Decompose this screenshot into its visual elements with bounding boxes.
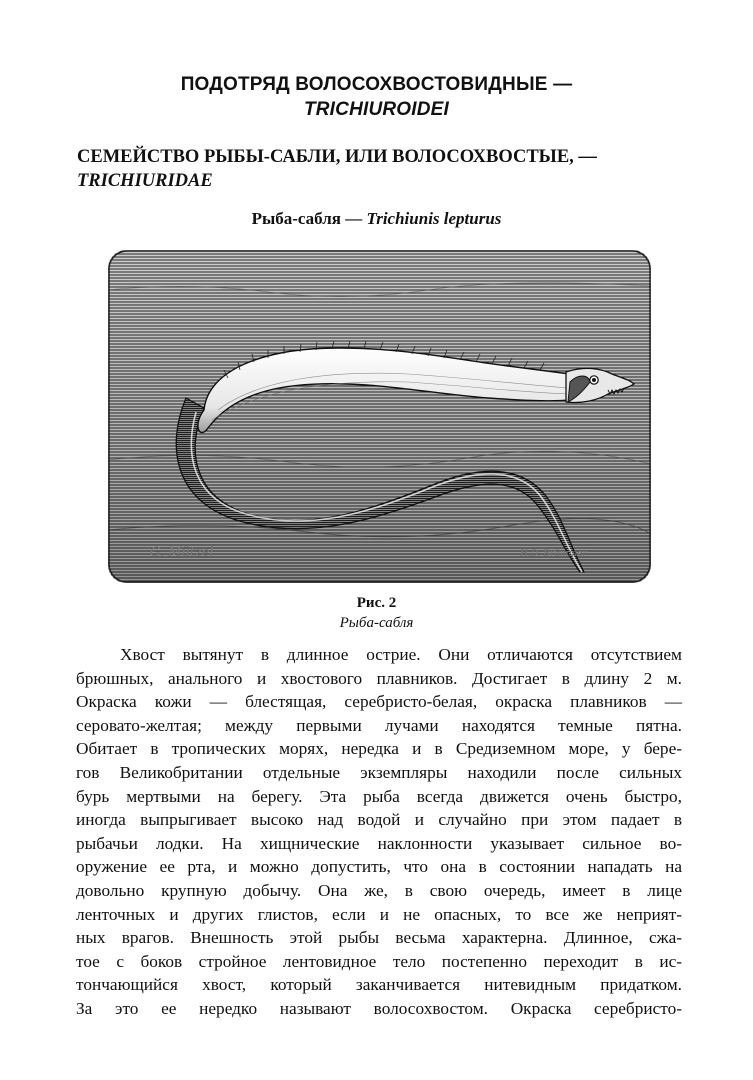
body-line: ных врагов. Внешность этой рыбы весьма характерна. Длинное, сжа- [76, 928, 682, 948]
suborder-title-latin: TRICHIUROIDEI [303, 99, 450, 120]
species-name-ru: Рыба-сабля — [251, 209, 363, 228]
body-line: рыбачьи лодки. На хищнические наклонности указывает сильное во- [76, 833, 682, 853]
body-paragraph [76, 643, 682, 1021]
species-name-latin: Trichiunis lepturus [366, 209, 502, 228]
body-line: бурь мертвыми на берегу. Эта рыба всегда движется очень быстро, [76, 786, 682, 806]
body-line: оружение ее рта, и можно допустить, что она в состоянии нападать на [76, 857, 682, 877]
body-line: серовато-желтая; между первыми лучами находятся темные пятна. [76, 715, 682, 735]
family-title-latin: TRICHIURIDAE [77, 171, 213, 191]
body-line: довольно крупную добычу. Она же, в свою очередь, имеет в лице [76, 880, 682, 900]
family-title-ru: СЕМЕЙСТВО РЫБЫ-САБЛИ, ИЛИ ВОЛОСОХВОСТЫЕ, — [77, 147, 597, 167]
body-line: гов Великобритании отдельные экземпляры находили после сильных [76, 762, 682, 782]
body-line: ленточных и других глистов, если и не опасных, то все же неприят- [76, 904, 682, 924]
figure-number: Рис. 2 [356, 595, 397, 611]
species-heading [0, 207, 753, 231]
body-line: Обитает в тропических морях, нередка и в Средиземном море, у бере- [76, 739, 682, 759]
artist-signature: G. Mützel [150, 545, 214, 560]
body-line: тое с боков стройное лентовидное тело постепенно переходит в ис- [76, 951, 682, 971]
body-line: Окраска кожи — блестящая, серебристо-белая, окраска плавников — [76, 692, 682, 712]
engraver-signature: H.D. Brümmer [520, 549, 587, 559]
body-line: брюшных, анального и хвостового плавников. Достигает в длину 2 м. [76, 668, 682, 688]
body-line: иногда выпрыгивает высоко над водой и случайно при этом падает в [76, 810, 682, 830]
suborder-heading [60, 72, 693, 122]
body-line: За это ее нередко называют волосохвостом. Окраска серебристо- [76, 998, 682, 1018]
figure-caption: Рыба-сабля [339, 615, 414, 631]
family-heading [77, 145, 697, 193]
body-line: Хвост вытянут в длинное острие. Они отличаются отсутствием [120, 645, 682, 664]
figure-illustration [108, 250, 651, 583]
body-line: тончающийся хвост, который заканчивается нитевидным придатком. [76, 975, 682, 995]
cutlassfish-engraving [108, 250, 651, 583]
suborder-title-ru: ПОДОТРЯД ВОЛОСОХВОСТОВИДНЫЕ — [180, 74, 573, 95]
